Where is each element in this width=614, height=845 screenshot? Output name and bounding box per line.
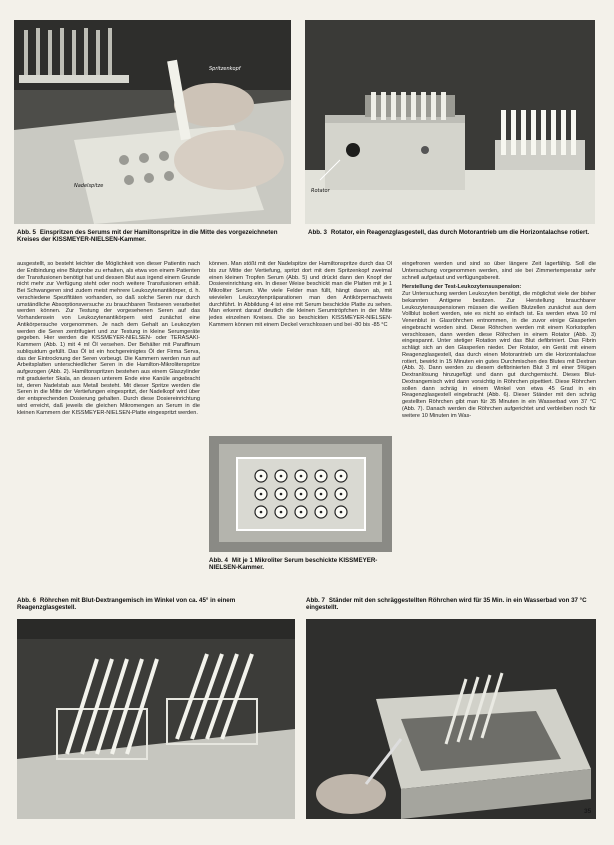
figure-6-photo: [17, 619, 295, 819]
svg-text:Spritzenkopf: Spritzenkopf: [209, 66, 241, 72]
right-column-intro: eingefroren werden und sind so über längere Zeit lagerfähig. Soll die Untersuchung vorgenommen werden, sind sie bei Zimmertemperatur sehr schnell aufgetaut und verfügungsbereit.: [402, 261, 596, 281]
figure-7-number: Abb. 7: [306, 597, 325, 604]
figure-5-caption-text: Einspritzen des Serums mit der Hamiltonspritze in die Mitte des vorgezeichneten Kreises der KISSMEYER-NIELSEN-Kammer.: [17, 229, 278, 244]
figure-3-photo: [305, 20, 595, 224]
figure-4-photo: [209, 436, 392, 552]
figure-4-caption: [209, 557, 395, 572]
left-column-text: ausgestellt, so besteht leichter die Möglichkeit von dieser Patientin nach der Entbindung eine Blutprobe zu erhalten, als etwa von einem Patienten der Transfusionen benötigt hat und dessen Blut aus irgend einem Grunde nicht mehr zur Verfügung steht oder noch weitere Transfusionen erhält. Bei Schwangeren sind zudem meist mehrere Leukozytenantikörper, d. h. verschiedene Spezifitäten vorhanden, so daß solche Seren nur durch umständliche Absorptionsversuche zu brauchbaren Testseren verarbeitet werden können. Zur Testung der vorgesehenen Seren auf das Vorhandensein von Leukozytenantikörpern wird zunächst eine Antikörpersuche vorgenommen. Je nach dem Gehalt an Leukozyten werden die Seren zentrifugiert und zur Testung in kleine Serumgeräte gegeben. Hier werden die KISSMEYER-NIELSEN- oder TERASAKI-Kammern (Abb. 1) mit 4 ml Öl versehen. Der Behälter mit Paraffinum subliquidum gefüllt. Das Öl ist ein hochgereinigtes Öl der Firma Serva, das der Eintrocknung der Seren vorbeugt. Die Kammern werden nun auf Arbeitsplatten unterschiedlicher Seren in die Hamilton-Mikroliterspritze aufgezogen (Abb. 2). Hamiltonspritzen bestehen aus einem Glaszylinder mit graduierter Skala, an dessen unterem Ende eine Kanüle angebracht ist, deren Nadelstab aus Metall besteht. Mit dieser Spritze werden die Seren in die Mitte der Vertiefungen eingespritzt, der Nadelkopf wird über der entsprechenden Dosierung gehalten. Durch diese Dosiereinrichtung wird erreicht, daß jeweils die gleichen Mikromengen an Serum in die kleinen Kammern der KISSMEYER-NIELSEN-Platte eingespritzt werden.: [17, 261, 200, 416]
text-column-right: [402, 261, 596, 579]
figure-6-number: Abb. 6: [17, 597, 36, 604]
section-heading: Herstellung der Test-Leukozytensuspension:: [402, 284, 522, 291]
figure-7-photo: [306, 619, 596, 819]
right-column-body: Zur Untersuchung werden Leukozyten benötigt, die möglichst viele der bisher bekannten Antigene besitzen. Zur Herstellung brauchbarer Leukozytensuspensionen müssen die weißen Blutzellen zunächst aus dem Vollblut isoliert werden, wie es nicht so einfach ist. Es werden etwa 10 ml Venenblut in Glasröhrchen entnommen, in die zuvor einige Glasperlen eingebracht worden sind. Diese Röhrchen werden mit einem Korkstopfen verschlossen, dann werden diese Röhrchen in einem Rotator (Abb. 3) eingespannt. Unter stetiger Rotation wird das Blut defibriniert. Das Fibrin schlägt sich an den Glasperlen nieder. Der Rotator, ein Gerät mit einem Reagenzglasgestell, das durch einen Motorantrieb um die Horizontalachse rotiert, bewirkt in 15 Minuten ein gutes Durchmischen des Blutes mit Dextran (Abb. 3). Dann werden zu diesem defibrinierten Blut 3 ml einer 5%igen Dextranlösung hinzugefügt und dann gut durchgemischt. Dieses Blut-Dextrangemisch wird dann vorsichtig in Röhrchen pipettiert. Diese Röhrchen sollen dann schräg in einem Winkel von etwa 45 Grad in ein Reagenzglasgestell eingebracht (Abb. 6). Dieser Ständer mit den schräg gestellten Röhrchen gibt man für 35 Minuten in ein Wasserbad von 37 °C (Abb. 7). Danach werden die Röhrchen aufgerichtet und verbleiben noch für weitere 10 Minuten im Was-: [402, 291, 596, 419]
text-column-middle: [209, 261, 392, 429]
figure-4-number: Abb. 4: [209, 557, 228, 564]
figure-6-caption-text: Röhrchen mit Blut-Dextrangemisch im Winkel von ca. 45° in einem Reagenzglasgestell.: [17, 597, 236, 612]
page-number: 35: [584, 808, 592, 815]
figure-7-caption: [306, 597, 596, 612]
figure-3-number: Abb. 3: [308, 229, 327, 236]
figure-3-caption-text: Rotator, ein Reagenzglasgestell, das durch Motorantrieb um die Horizontalachse rotiert.: [330, 229, 590, 236]
figure-6-caption: [17, 597, 295, 612]
figure-5-number: Abb. 5: [17, 229, 36, 236]
middle-column-text: können. Man stößt mit der Nadelspitze der Hamiltonspritze durch das Öl bis zur Mitte der Vertiefung, spritzt dort mit dem Spritzenkopf zweimal einen kleinen Tropfen Serum (Abb. 5) und drückt dann den Knopf der Dosiereinrichtung ein. In dieser Weise beschickt man die Platten mit je 1 Mikroliter Serum. Wie viele Felder man füllt, hängt davon ab, mit wievielen Leukozytenpräparationen man den Antikörpernachweis durchführt. In Abbildung 4 ist eine mit Serum beschickte Platte zu sehen. Man erkennt darauf deutlich die kleinen Serumtröpfchen in der Mitte jedes einzelnen Kreises. Die so beschickten KISSMEYER-NIELSEN-Kammern können mit einem Deckel verschlossen und bei -80 bis -85 °C: [209, 261, 392, 328]
svg-text:Nadelspitze: Nadelspitze: [74, 183, 104, 189]
figure-3-caption: [308, 229, 596, 236]
svg-text:Rotator: Rotator: [311, 188, 330, 194]
figure-5-caption: [17, 229, 289, 244]
figure-7-caption-text: Ständer mit den schräggestellten Röhrchen wird für 35 Min. in ein Wasserbad von 37 °C eingestellt.: [306, 597, 587, 612]
figure-4-caption-text: Mit je 1 Mikroliter Serum beschickte KISSMEYER-NIELSEN-Kammer.: [209, 557, 378, 572]
text-column-left: [17, 261, 200, 579]
figure-5-photo: [14, 20, 291, 224]
